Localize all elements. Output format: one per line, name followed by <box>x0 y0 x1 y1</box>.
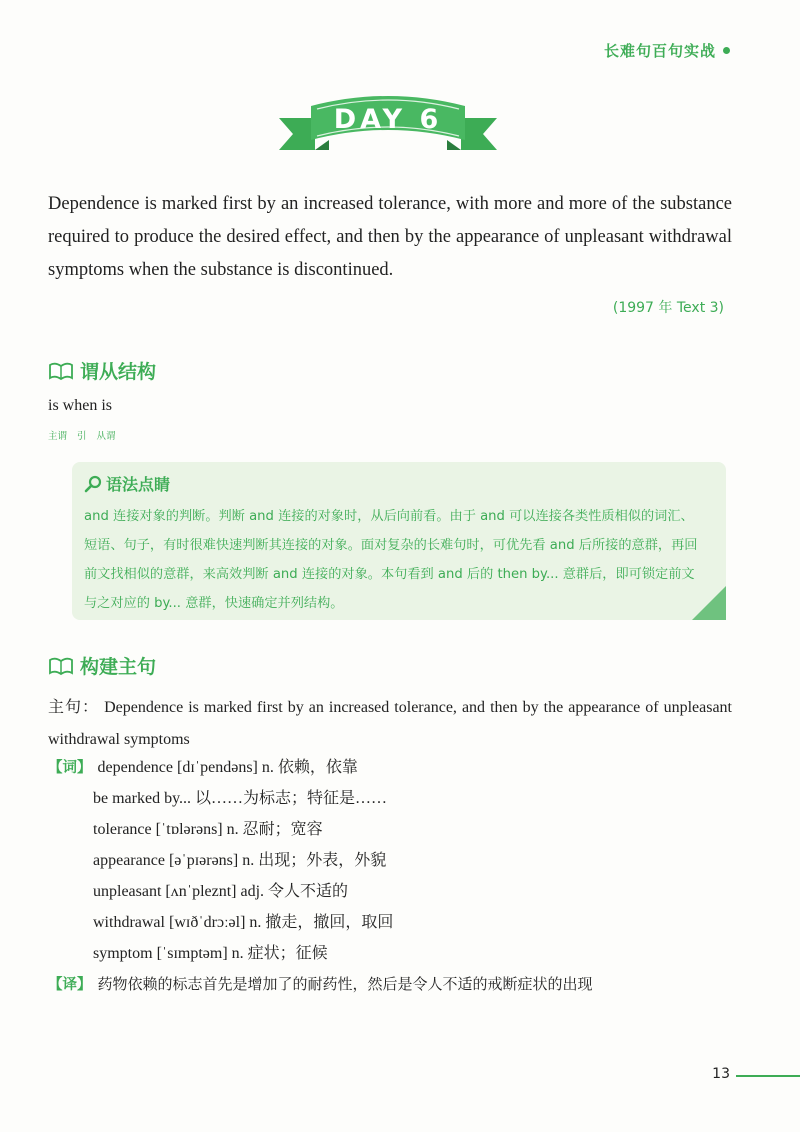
main-clause <box>48 691 732 756</box>
vocab-phonetic: [ʌnˈpleznt] <box>165 883 237 900</box>
vocab-meaning: n. 出现；外表，外貌 <box>242 852 387 869</box>
vocab-meaning: n. 症状；征候 <box>231 945 328 962</box>
vocab-word: withdrawal <box>93 914 165 931</box>
vocab-item <box>48 907 748 938</box>
vocab-meaning: adj. 令人不适的 <box>240 883 349 900</box>
header-dot <box>723 47 730 54</box>
intro-sentence: Dependence is marked first by an increased tolerance, with more and more of the substance required to produce the desired effect, and then by the appearance of unpleasant withdrawal symptoms when the substance is discontinued. <box>48 194 732 280</box>
grammar-box <box>72 462 726 620</box>
vocab-item <box>48 814 748 845</box>
main-clause-label: 主句： <box>48 697 100 716</box>
vocab-word: be marked by... <box>93 790 192 807</box>
vocab-phonetic: [dɪˈpendəns] <box>177 759 258 776</box>
section-title-structure <box>48 357 156 384</box>
section-title-text: 构建主句 <box>80 656 157 678</box>
vocab-phonetic: [ˈtɒlərəns] <box>155 821 223 838</box>
source-reference: (1997 年 Text 3) <box>612 300 724 316</box>
translation-tag: 【译】 <box>48 977 92 993</box>
vocab-item <box>48 876 748 907</box>
vocab-meaning: n. 依赖，依靠 <box>261 759 358 776</box>
vocab-word: dependence <box>97 759 174 776</box>
vocab-item <box>48 938 748 969</box>
vocab-item <box>48 783 748 814</box>
page-number-rule <box>736 1075 800 1077</box>
structure-tags <box>48 428 126 442</box>
vocab-meaning: n. 撤走，撤回，取回 <box>249 914 394 931</box>
magnifier-icon <box>84 475 102 493</box>
vocab-phonetic: [wɪðˈdrɔːəl] <box>168 914 246 931</box>
header-title: 长难句百句实战 <box>603 42 716 60</box>
section-title-main-clause <box>48 652 156 679</box>
vocab-word: tolerance <box>93 821 152 838</box>
structure-tag: 从谓 <box>96 431 116 442</box>
grammar-title <box>84 472 170 495</box>
vocab-list <box>48 752 748 969</box>
vocab-phonetic: [əˈpɪərəns] <box>168 852 239 869</box>
day-label: DAY 6 <box>333 104 443 135</box>
translation-text: 药物依赖的标志首先是增加了的耐药性，然后是令人不适的戒断症状的出现 <box>97 975 593 993</box>
day-banner <box>275 88 501 156</box>
vocab-word: unpleasant <box>93 883 162 900</box>
vocab-item <box>48 752 748 783</box>
structure-tag: 主谓 <box>48 431 68 442</box>
grammar-body: and 连接对象的判断。判断 and 连接的对象时，从后向前看。由于 and 可以连接各类性质相似的词汇、短语、句子，有时很难快速判断其连接的对象。面对复杂的长难句时，可优先看 and 后所接的意群，再回前文找相似的意群，来高效判断 and 连接的对象。本句看到 and 后的 then by... 意群后，即可锁定前文与之对应的 by... 意群，快速确定并列结构。 <box>84 509 698 611</box>
main-clause-text: Dependence is marked first by an increased tolerance, and then by the appearance of unpleasant withdrawal symptoms <box>48 699 733 748</box>
vocab-item <box>48 845 748 876</box>
vocab-meaning: 以……为标志；特征是…… <box>195 790 388 807</box>
structure-sentence: is when is <box>48 397 112 414</box>
vocab-phonetic: [ˈsɪmptəm] <box>156 945 228 962</box>
grammar-title-text: 语法点睛 <box>106 475 171 494</box>
corner-fold <box>692 586 726 620</box>
vocab-meaning: n. 忍耐；宽容 <box>226 821 323 838</box>
vocab-word: symptom <box>93 945 153 962</box>
vocab-tag: 【词】 <box>48 760 92 776</box>
structure-tag: 引 <box>77 431 87 442</box>
translation <box>48 969 593 1001</box>
vocab-word: appearance <box>93 852 165 869</box>
open-book-icon <box>48 361 74 381</box>
page-number: 13 <box>712 1066 730 1082</box>
section-title-text: 谓从结构 <box>80 361 157 383</box>
open-book-icon <box>48 656 74 676</box>
